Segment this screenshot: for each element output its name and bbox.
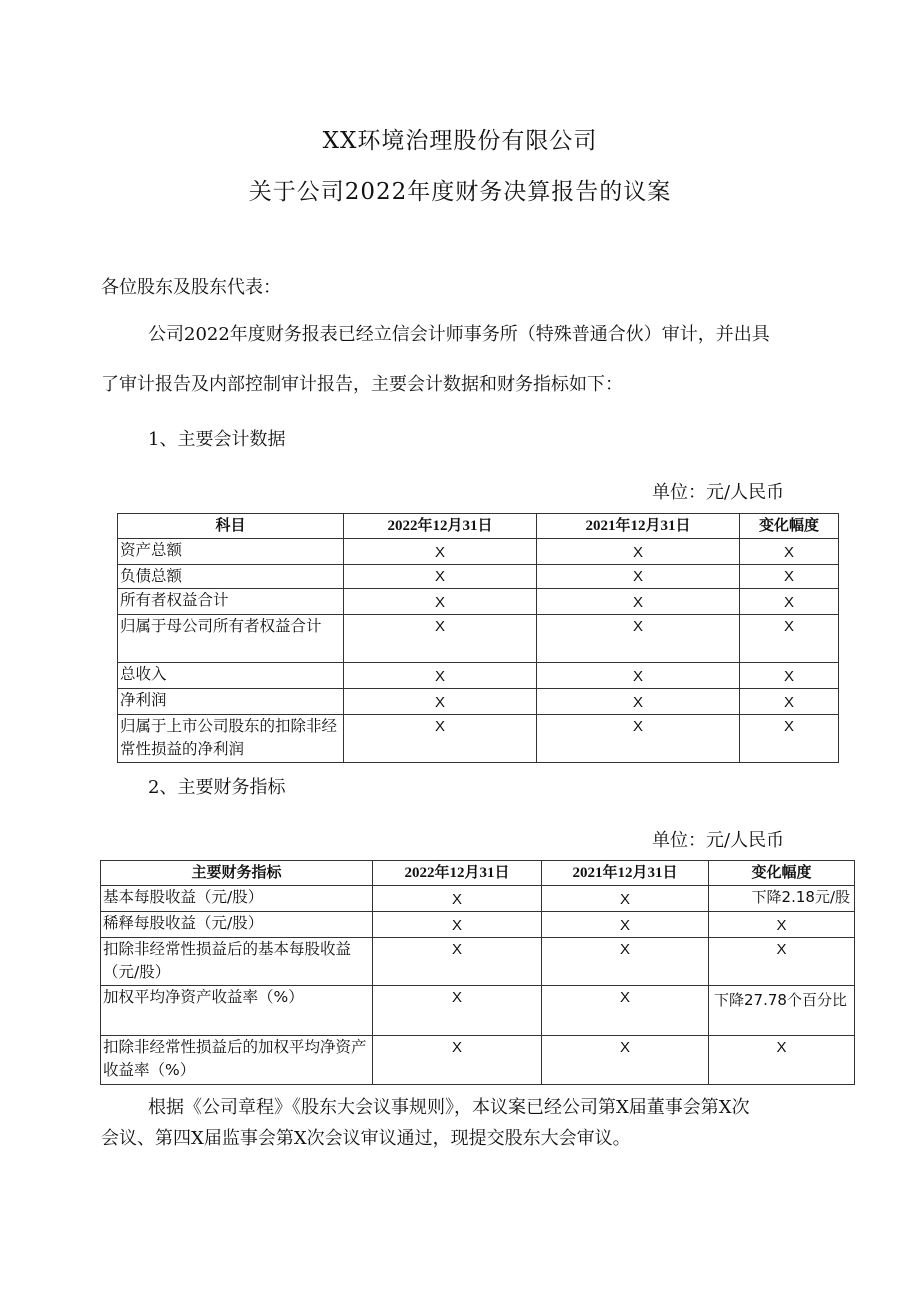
row-label: 基本每股收益（元/股） — [101, 886, 373, 912]
row-label: 扣除非经常性损益后的加权平均净资产收益率（%） — [101, 1036, 373, 1085]
header-change: 变化幅度 — [709, 861, 855, 886]
table-row — [118, 589, 839, 615]
value-change: X — [740, 565, 839, 589]
value-2021: X — [537, 689, 740, 715]
value-2022: X — [373, 1036, 542, 1085]
value-2021: X — [542, 912, 709, 938]
value-change: X — [740, 715, 839, 763]
value-2022: X — [344, 689, 537, 715]
value-2021: X — [537, 715, 740, 763]
header-2021: 2021年12月31日 — [542, 861, 709, 886]
value-2021: X — [542, 1036, 709, 1085]
header-change: 变化幅度 — [740, 514, 839, 539]
value-2022: X — [373, 938, 542, 986]
value-change: 下降2.18元/股 — [709, 886, 855, 912]
value-2022: X — [373, 886, 542, 912]
table-row — [118, 715, 839, 763]
row-label: 所有者权益合计 — [118, 589, 344, 615]
value-2022: X — [344, 715, 537, 763]
row-label: 净利润 — [118, 689, 344, 715]
closing-line-2: 会议、第四X届监事会第X次会议审议通过，现提交股东大会审议。 — [101, 1128, 631, 1149]
intro-line-2: 了审计报告及内部控制审计报告，主要会计数据和财务指标如下： — [101, 374, 623, 395]
row-label: 扣除非经常性损益后的基本每股收益（元/股） — [101, 938, 373, 986]
row-label: 归属于上市公司股东的扣除非经常性损益的净利润 — [118, 715, 344, 763]
table-header-row — [101, 861, 855, 886]
section1-unit: 单位：元/人民币 — [652, 482, 785, 503]
value-2022: X — [344, 663, 537, 689]
value-2021: X — [537, 539, 740, 565]
table-row — [118, 565, 839, 589]
value-change: X — [740, 615, 839, 663]
accounting-data-table — [117, 513, 839, 763]
table-row — [118, 663, 839, 689]
value-change: X — [709, 938, 855, 986]
table-header-row — [118, 514, 839, 539]
section2-heading: 2、主要财务指标 — [148, 777, 286, 798]
value-change: X — [709, 1036, 855, 1085]
header-subject: 科目 — [118, 514, 344, 539]
header-2022: 2022年12月31日 — [373, 861, 542, 886]
row-label: 资产总额 — [118, 539, 344, 565]
table-row — [101, 886, 855, 912]
header-2022: 2022年12月31日 — [344, 514, 537, 539]
value-2022: X — [344, 539, 537, 565]
value-2021: X — [542, 986, 709, 1036]
table-row — [101, 912, 855, 938]
value-2021: X — [537, 565, 740, 589]
value-2021: X — [537, 615, 740, 663]
value-change: 下降27.78个百分比 — [709, 986, 855, 1036]
row-label: 归属于母公司所有者权益合计 — [118, 615, 344, 663]
document-title: XX环境治理股份有限公司 — [322, 128, 598, 154]
table-row — [118, 689, 839, 715]
value-change: X — [740, 689, 839, 715]
table-row — [101, 986, 855, 1036]
value-change: X — [740, 539, 839, 565]
value-2021: X — [542, 938, 709, 986]
value-change: X — [740, 589, 839, 615]
header-2021: 2021年12月31日 — [537, 514, 740, 539]
header-indicator: 主要财务指标 — [101, 861, 373, 886]
section1-heading: 1、主要会计数据 — [148, 429, 286, 450]
table-row — [101, 938, 855, 986]
value-2022: X — [373, 986, 542, 1036]
financial-indicators-table — [100, 860, 855, 1085]
closing-line-1: 根据《公司章程》《股东大会议事规则》，本议案已经公司第X届董事会第X次 — [148, 1097, 750, 1118]
section2-unit: 单位：元/人民币 — [652, 830, 785, 851]
value-2022: X — [344, 615, 537, 663]
table-row — [118, 615, 839, 663]
value-2021: X — [542, 886, 709, 912]
intro-line-1: 公司2022年度财务报表已经立信会计师事务所（特殊普通合伙）审计，并出具 — [148, 324, 770, 345]
greeting: 各位股东及股东代表： — [101, 277, 281, 298]
row-label: 加权平均净资产收益率（%） — [101, 986, 373, 1036]
value-2022: X — [344, 589, 537, 615]
value-change: X — [709, 912, 855, 938]
value-2022: X — [344, 565, 537, 589]
table-row — [101, 1036, 855, 1085]
row-label: 总收入 — [118, 663, 344, 689]
value-2021: X — [537, 663, 740, 689]
table-row — [118, 539, 839, 565]
document-subtitle: 关于公司2022年度财务决算报告的议案 — [248, 179, 672, 205]
row-label: 负债总额 — [118, 565, 344, 589]
row-label: 稀释每股收益（元/股） — [101, 912, 373, 938]
value-2021: X — [537, 589, 740, 615]
value-2022: X — [373, 912, 542, 938]
value-change: X — [740, 663, 839, 689]
